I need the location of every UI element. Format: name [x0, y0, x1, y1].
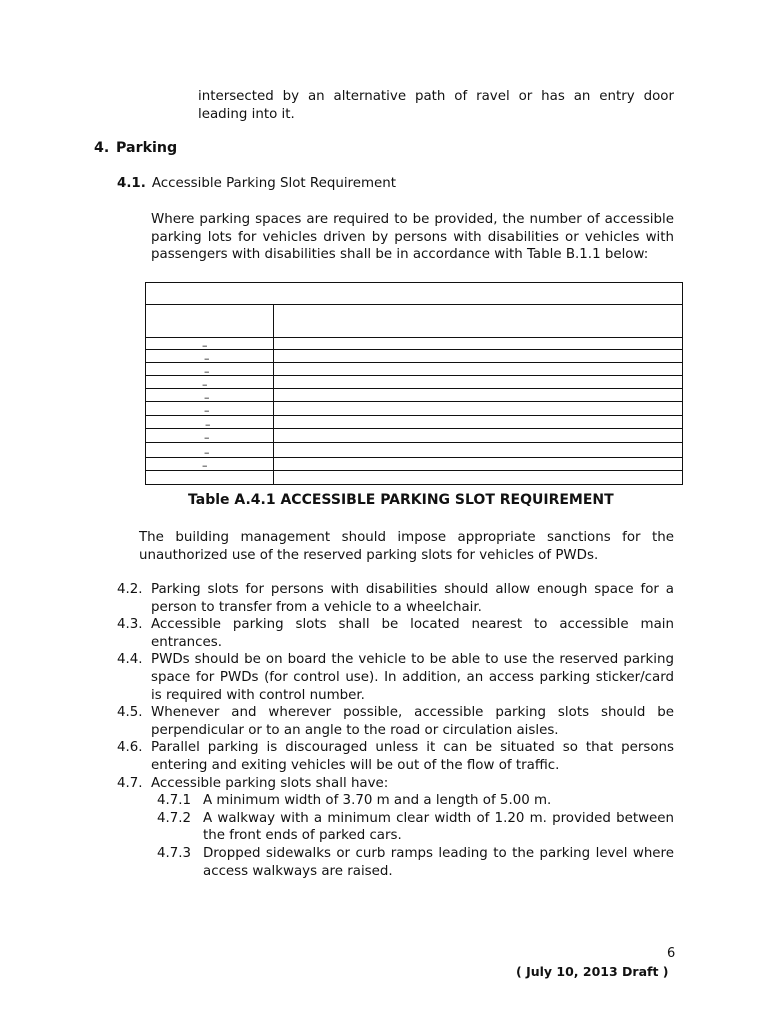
list-item-number: 4.2.	[117, 582, 143, 597]
table-rule	[146, 457, 682, 458]
table-rule	[146, 375, 682, 376]
table-cell-dash: –	[202, 339, 208, 352]
table-caption: Table A.4.1 ACCESSIBLE PARKING SLOT REQUIREMENT	[188, 492, 614, 508]
table-cell-dash: –	[202, 459, 208, 472]
sub-list-item-number: 4.7.1	[157, 793, 192, 809]
table-rule	[146, 337, 682, 338]
table-rule	[146, 415, 682, 416]
subsection-number: 4.1.	[117, 176, 146, 191]
sub-requirements-list	[157, 792, 674, 880]
section-number: 4.	[94, 140, 110, 156]
sub-list-item-text: A minimum width of 3.70 m and a length of 5.00 m.	[203, 793, 552, 809]
list-item	[117, 651, 674, 704]
requirements-list	[117, 581, 674, 880]
section-heading	[94, 140, 177, 158]
table-rule	[146, 428, 682, 429]
sub-list-item-number: 4.7.3	[157, 845, 192, 861]
section-title: Parking	[116, 140, 178, 156]
draft-date-footer: ( July 10, 2013 Draft )	[516, 964, 669, 979]
page-number: 6	[667, 946, 676, 961]
table-rule	[146, 401, 682, 402]
sub-list-item	[157, 792, 674, 810]
continuation-paragraph: intersected by an alternative path of ravel or has an entry door leading into it.	[198, 89, 674, 122]
sub-list-item	[157, 845, 674, 880]
intro-paragraph: Where parking spaces are required to be provided, the number of accessible parking lots for vehicles driven by persons with disabilities or vehicles with passengers with disabilities shall be in accordance with Table B.1.1 below:	[151, 212, 674, 263]
table-rule	[146, 470, 682, 471]
list-item	[117, 739, 674, 774]
subsection-heading	[117, 175, 396, 193]
table-column-divider	[273, 304, 274, 484]
list-item	[117, 616, 674, 651]
table-cell-dash: –	[202, 378, 208, 391]
parking-requirement-table	[145, 282, 683, 485]
list-item-text: Parallel parking is discouraged unless it can be situated so that persons entering and exiting vehicles will be out of the flow of traffic.	[151, 740, 674, 773]
table-rule	[146, 362, 682, 363]
list-item	[117, 704, 674, 739]
list-item-text: Accessible parking slots shall be located nearest to accessible main entrances.	[151, 617, 674, 650]
list-item-text: Accessible parking slots shall have:	[151, 775, 389, 791]
table-rule	[146, 388, 682, 389]
list-item	[117, 581, 674, 616]
table-cell-dash: –	[205, 418, 211, 431]
sanction-paragraph: The building management should impose appropriate sanctions for the unauthorized use of the reserved parking slots for vehicles of PWDs.	[139, 530, 674, 563]
table-cell-dash: –	[204, 404, 210, 417]
list-item	[117, 775, 674, 793]
table-cell-dash: –	[204, 352, 210, 365]
list-item-number: 4.3.	[117, 617, 143, 633]
table-cell-dash: –	[204, 365, 210, 378]
table-cell-dash: –	[204, 391, 210, 404]
list-item-number: 4.6.	[117, 740, 143, 756]
sub-list-item-text: Dropped sidewalks or curb ramps leading to the parking level where access walkways are raised.	[203, 845, 674, 879]
list-item-text: Whenever and wherever possible, accessible parking slots should be perpendicular or to an angle to the road or circulation aisles.	[151, 705, 674, 738]
sub-list-item-number: 4.7.2	[157, 810, 192, 826]
list-item-number: 4.7.	[117, 775, 143, 791]
sub-list-item-text: A walkway with a minimum clear width of 1.20 m. provided between the front ends of parked cars.	[203, 810, 674, 844]
sub-list-item	[157, 810, 674, 845]
table-rule	[146, 442, 682, 443]
list-item-text: PWDs should be on board the vehicle to be able to use the reserved parking space for PWDs (for control use). In addition, an access parking sticker/card is required with control number.	[151, 652, 674, 703]
list-item-number: 4.4.	[117, 652, 143, 668]
list-item-number: 4.5.	[117, 705, 143, 721]
list-item-text: Parking slots for persons with disabilities should allow enough space for a person to transfer from a vehicle to a wheelchair.	[151, 582, 674, 615]
table-cell-dash: –	[204, 446, 210, 459]
table-rule	[146, 304, 682, 305]
table-cell-dash: –	[204, 431, 210, 444]
subsection-title: Accessible Parking Slot Requirement	[151, 176, 397, 191]
table-rule	[146, 349, 682, 350]
